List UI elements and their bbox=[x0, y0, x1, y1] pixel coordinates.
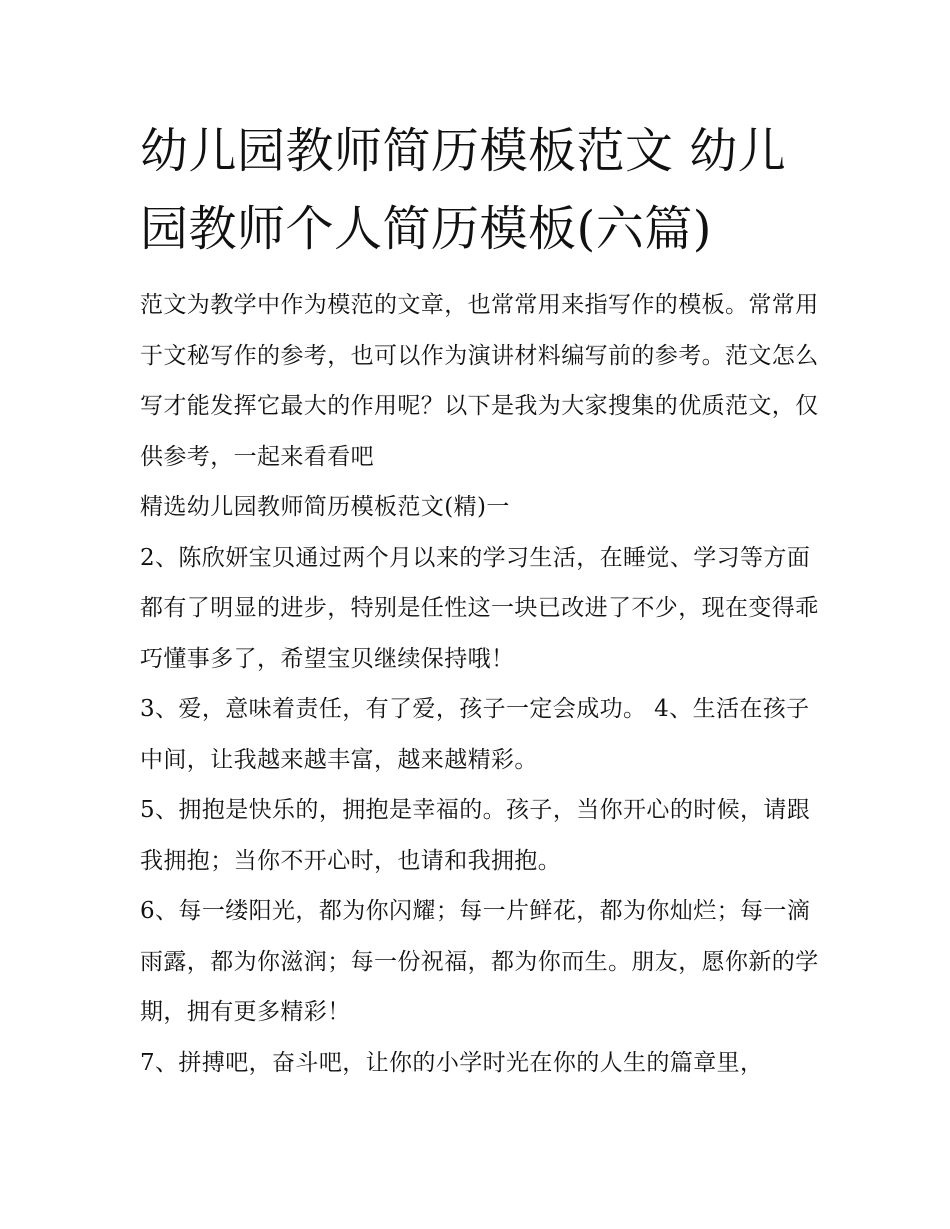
list-item-5: 5、拥抱是快乐的，拥抱是幸福的。孩子，当你开心的时候，请跟我拥抱；当你不开心时，也请和我拥抱。 bbox=[140, 797, 811, 874]
section-heading: 精选幼儿园教师简历模板范文(精)一 bbox=[140, 494, 510, 520]
document-page bbox=[140, 112, 820, 1088]
document-title: 幼儿园教师简历模板范文 幼儿园教师个人简历模板(六篇) bbox=[140, 123, 787, 257]
intro-paragraph: 范文为教学中作为模范的文章，也常常用来指写作的模板。常常用于文秘写作的参考，也可以作为演讲材料编写前的参考。范文怎么写才能发挥它最大的作用呢？以下是我为大家搜集的优质范文，仅供参考，一起来看看吧 bbox=[140, 292, 819, 470]
list-item-6: 6、每一缕阳光，都为你闪耀；每一片鲜花，都为你灿烂；每一滴雨露，都为你滋润；每一份祝福，都为你而生。朋友，愿你新的学期，拥有更多精彩！ bbox=[140, 898, 819, 1025]
list-item-7: 7、拼搏吧，奋斗吧，让你的小学时光在你的人生的篇章里， bbox=[140, 1049, 764, 1076]
list-item-2: 2、陈欣妍宝贝通过两个月以来的学习生活，在睡觉、学习等方面都有了明显的进步，特别是任性这一块已改进了不少，现在变得乖巧懂事多了，希望宝贝继续保持哦！ bbox=[140, 544, 819, 672]
list-item-3-4: 3、爱，意味着责任，有了爱，孩子一定会成功。 4、生活在孩子中间，让我越来越丰富，越来越精彩。 bbox=[140, 696, 810, 773]
